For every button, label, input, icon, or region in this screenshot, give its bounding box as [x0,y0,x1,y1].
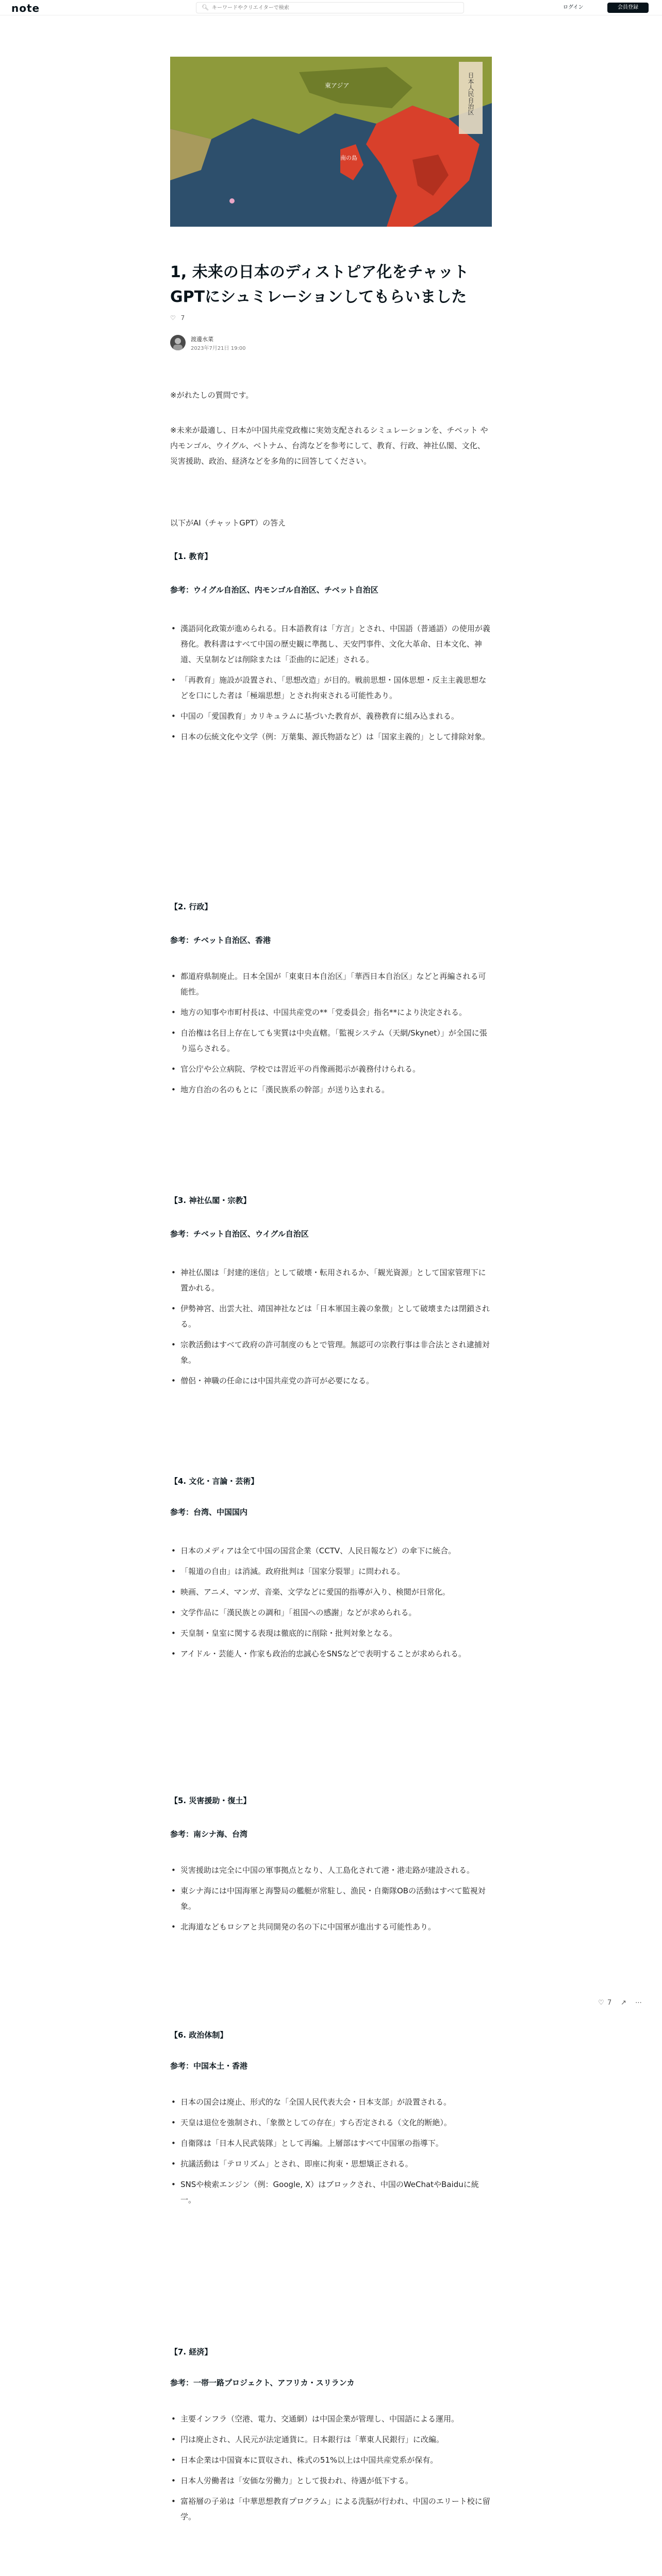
like-count: 7 [180,314,185,321]
section-ref: 参考：チベット自治区、ウイグル自治区 [170,1229,309,1239]
like-summary[interactable] [170,314,185,321]
intro-paragraph-1: ※がれたしの質問です。 [170,391,254,400]
list-item: • 伊勢神宮、出雲大社、靖国神社などは「日本軍国主義の象徴」として破壊または閉鎖される。 [170,1301,492,1332]
search-input[interactable] [212,4,454,12]
author-avatar[interactable] [170,335,186,350]
list-item: • 僧侶・神職の任命には中国共産党の許可が必要になる。 [170,1373,492,1388]
section-ref: 参考：ウイグル自治区、内モンゴル自治区、チベット自治区 [170,585,378,595]
list-item: • 日本のメディアは全て中国の国営企業（CCTV、人民日報など）の傘下に統合。 [170,1543,492,1558]
publish-date: 2023年7月21日 19:00 [191,346,246,351]
section-ref: 参考：南シナ海、台湾 [170,1829,248,1839]
top-header [0,0,662,15]
list-item: • 日本人労働者は「安価な労働力」として扱われ、待遇が低下する。 [170,2473,492,2488]
list-item: • 中国の「愛国教育」カリキュラムに基づいた教育が、義務教育に組み込まれる。 [170,708,492,724]
share-icon[interactable]: ↗ [621,1999,626,2007]
floating-actions [598,1998,655,2010]
list-item: • 抗議活動は「テロリズム」とされ、即座に拘束・思想矯正される。 [170,2156,492,2172]
hero-image [170,57,492,227]
list-item: • 「再教育」施設が設置され、「思想改造」が目的。戦前思想・国体思想・反主主義思想などを口にした者は「極端思想」とされ拘束される可能性あり。 [170,672,492,703]
map-label-c: 南の島 [340,155,357,161]
section-title: 【4. 文化・言論・芸術】 [170,1477,259,1486]
section-list [170,2411,492,2530]
intro-paragraph-3: 以下がAI（チャットGPT）の答え [170,518,286,528]
list-item: • 都道府県制廃止。日本全国が「東東日本自治区」「華西日本自治区」などと再編される可能性。 [170,969,492,999]
section-ref: 参考：一帯一路プロジェクト、アフリカ・スリランカ [170,2378,355,2387]
list-item: • 漢語同化政策が進められる。日本語教育は「方言」とされ、中国語（普通語）の使用が義務化。教科書はすべて中国の歴史観に準拠し、天安門事件、文化大革命、日本文化、神道、天皇制などは削除または「歪曲的に記述」される。 [170,621,492,667]
note-logo[interactable]: note [11,2,40,14]
list-item: • 円は廃止され、人民元が法定通貨に。日本銀行は「華東人民銀行」に改編。 [170,2432,492,2447]
list-item: • 神社仏閣は「封建的迷信」として破壊・転用されるか、「観光資源」として国家管理下に置かれる。 [170,1265,492,1296]
section-list [170,1265,492,1394]
list-item: • 官公庁や公立病院、学校では習近平の肖像画掲示が義務付けられる。 [170,1061,492,1077]
section-ref: 参考：中国本土・香港 [170,2061,248,2071]
login-button[interactable]: ログイン [563,5,584,10]
section-title: 【7. 経済】 [170,2347,212,2357]
list-item: • 映画、アニメ、マンガ、音楽、文学などに愛国的指導が入り、検閲が日常化。 [170,1584,492,1600]
search-box[interactable] [196,2,464,13]
section-list [170,2094,492,2213]
heart-icon: ♡ [170,314,176,321]
section-list [170,969,492,1103]
list-item: • 地方の知事や市町村長は、中国共産党の**「党委員会」指名**により決定される。 [170,1005,492,1020]
list-item: • 天皇制・皇室に関する表現は徹底的に削除・批判対象となる。 [170,1625,492,1641]
heart-icon[interactable]: ♡ [598,1999,604,2007]
list-item: • 日本企業は中国資本に買収され、株式の51%以上は中国共産党系が保有。 [170,2452,492,2468]
list-item: • アイドル・芸能人・作家も政治的忠誠心をSNSなどで表明することが求められる。 [170,1646,492,1662]
map-label-vertical: 日本人民自治区 [467,72,474,115]
list-item: • SNSや検索エンジン（例：Google, X）はブロックされ、中国のWeChatやBaiduに統一。 [170,2177,492,2208]
section-title: 【2. 行政】 [170,902,212,911]
section-title: 【1. 教育】 [170,552,212,561]
search-icon: 🔍︎ [202,4,209,11]
list-item: • 災害援助は完全に中国の軍事拠点となり、人工島化されて港・港走路が建設される。 [170,1862,492,1878]
list-item: • 日本の伝統文化や文学（例：万葉集、源氏物語など）は「国家主義的」として排除対象。 [170,729,492,744]
more-icon[interactable]: ⋯ [635,1999,642,2007]
list-item: • 富裕層の子弟は「中華思想教育プログラム」による洗脳が行われ、中国のエリート校に留学。 [170,2494,492,2524]
section-list [170,1862,492,1940]
list-item: • 日本の国会は廃止、形式的な「全国人民代表大会・日本支部」が設置される。 [170,2094,492,2110]
map-label-a: 東アジア [325,82,350,89]
list-item: • 地方自治の名のもとに「漢民族系の幹部」が送り込まれる。 [170,1082,492,1097]
list-item: • 「報道の自由」は消滅。政府批判は「国家分裂罪」に問われる。 [170,1564,492,1579]
list-item: • 自衛隊は「日本人民武装隊」として再編。上層部はすべて中国軍の指導下。 [170,2136,492,2151]
author-name[interactable]: 渡邊水菜 [191,336,213,343]
section-title: 【3. 神社仏閣・宗教】 [170,1196,251,1205]
section-ref: 参考：チベット自治区、香港 [170,936,271,945]
section-list [170,621,492,750]
list-item: • 主要インフラ（空港、電力、交通網）は中国企業が管理し、中国語による運用。 [170,2411,492,2427]
section-ref: 参考：台湾、中国国内 [170,1507,248,1517]
signup-button[interactable]: 会員登録 [607,3,649,13]
section-title: 【5. 災害援助・復土】 [170,1796,251,1805]
list-item: • 北海道などもロシアと共同開発の名の下に中国軍が進出する可能性あり。 [170,1919,492,1935]
like-count: 7 [607,1999,612,2007]
list-item: • 宗教活動はすべて政府の許可制度のもとで管理。無認可の宗教行事は非合法とされ逮捕対象。 [170,1337,492,1368]
list-item: • 自治権は名目上存在しても実質は中央直轄。「監視システム（天網/Skynet）」が全国に張り巡らされる。 [170,1025,492,1056]
map-illustration [170,57,492,227]
list-item: • 天皇は退位を強制され、「象徴としての存在」すら否定される（文化的断絶）。 [170,2115,492,2130]
intro-paragraph-2: ※未来が最適し、日本が中国共産党政権に実効支配されるシミュレーションを、チベット や内モンゴル、ウイグル、ベトナム、台湾などを参考にして、教育、行政、神社仏閣、文化、災害援助、政治、経済などを多角的に回答してください。 [170,426,488,466]
section-title: 【6. 政治体制】 [170,2030,228,2040]
list-item: • 東シナ海には中国海軍と海警局の艦艇が常駐し、漁民・自衛隊OBの活動はすべて監視対象。 [170,1883,492,1914]
section-list [170,1543,492,1667]
article-title: 1, 未来の日本のディストピア化をチャットGPTにシュミレーションしてもらいました [170,263,469,306]
list-item: • 文学作品に「漢民族との調和」「祖国への感謝」などが求められる。 [170,1605,492,1620]
